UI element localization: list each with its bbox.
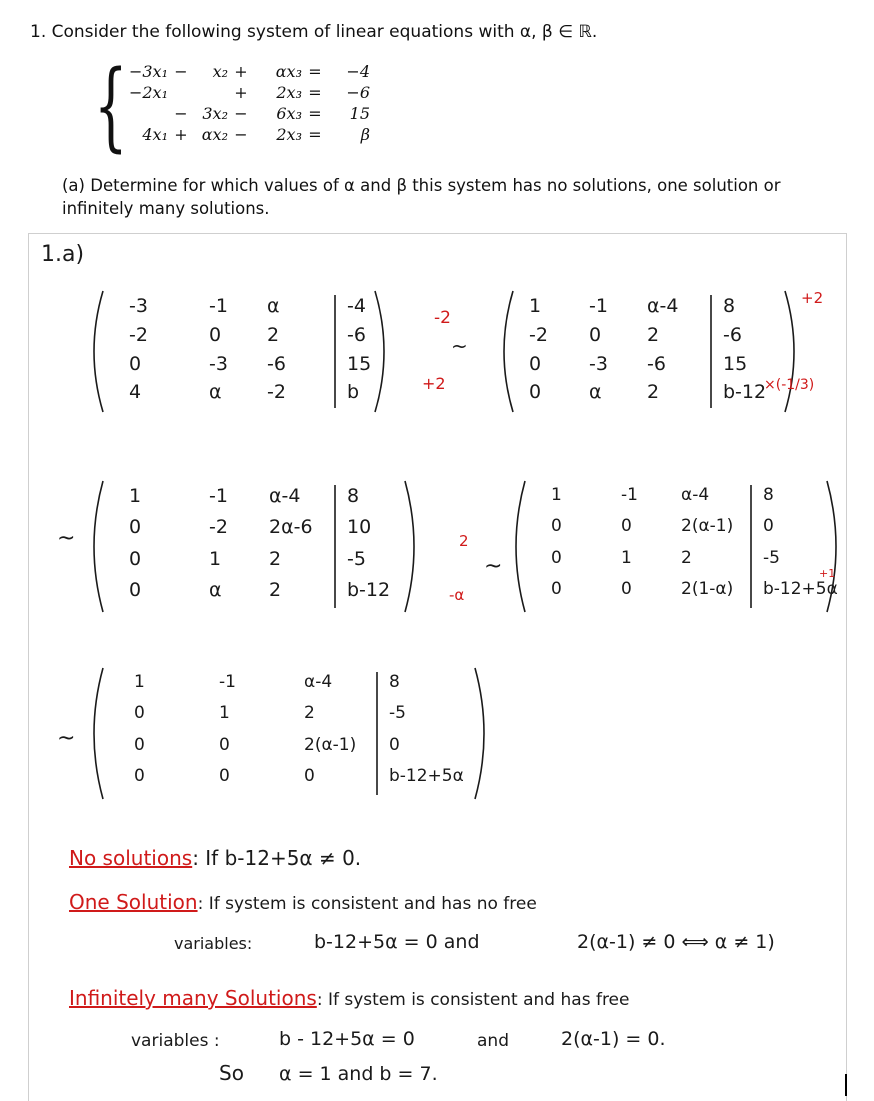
matrix-cell: 1 [551,485,562,505]
infinite-solutions-line [69,986,629,1010]
matrix-cell: -6 [723,323,742,346]
left-paren [516,481,525,612]
tilde-1: ~ [451,334,468,358]
equation-term: 6x₃ [276,104,302,123]
matrix-cell: 0 [621,578,632,599]
matrix-cell: 0 [209,323,222,346]
matrix-cell: -2 [129,323,148,346]
handwritten-solution-image [28,233,847,1101]
equation-term: 15 [349,104,370,123]
infinite-condition-1: b - 12+5α = 0 [279,1028,415,1050]
equation-row [120,83,370,105]
equation-term: = [308,83,322,102]
matrix-cell: 8 [389,672,400,692]
equation-term: + [174,125,188,144]
row-op-2a: +2 [801,289,824,307]
equation-row [120,104,370,126]
equation-term: −6 [346,83,370,102]
equation-term: + [234,83,248,102]
matrix-cell: -6 [267,352,286,375]
matrix-cell: 0 [134,734,145,755]
right-paren [785,291,794,412]
matrix-cell: 0 [551,578,562,599]
matrix-cell: 2 [269,547,282,570]
matrix-cell: 0 [134,703,145,724]
equation-term: −3x₁ [128,62,168,81]
matrix-cell: 0 [129,516,142,539]
part-a-label: (a) [62,176,85,195]
matrix-cell: 10 [347,516,372,539]
matrix-cell: -5 [389,703,406,724]
part-a [62,174,822,220]
equation-term: αx₂ [201,125,228,144]
left-paren [94,291,103,412]
tilde-2: ~ [57,526,76,551]
matrix-cell: 0 [551,516,562,537]
matrix-cell: 0 [129,352,142,375]
left-paren [94,668,103,799]
tilde-4: ~ [57,726,76,751]
matrix-cell: -1 [621,485,638,505]
equation-term: −2x₁ [128,83,168,102]
matrix-1 [89,289,389,414]
matrix-cell: 2 [681,547,692,568]
matrix-cell: 0 [551,547,562,568]
infinite-and: and [477,1031,509,1051]
matrix-cell: 0 [589,323,602,346]
matrix-cell: 2α-6 [269,516,313,539]
matrix-cell: 0 [304,765,315,786]
matrix-cell: 2 [647,381,660,404]
matrix-cell: 0 [621,516,632,537]
matrix-cell: -3 [129,295,148,317]
one-solution-condition-1: b-12+5α = 0 and [314,931,480,953]
matrix-cell: 0 [219,765,230,786]
matrix-cell: 1 [209,547,222,570]
so-label: So [219,1061,244,1085]
matrix-cell: 8 [347,485,360,507]
matrix-cell: -2 [529,323,548,346]
row-op-4: +1 [819,567,836,580]
equation-term [120,104,168,126]
matrix-cell: α [267,295,280,317]
matrix-cell: -4 [347,295,366,317]
row-op-1b: +2 [422,374,446,393]
matrix-cell: 1 [134,672,145,692]
one-solution-variables: variables: [174,934,253,953]
one-solution-title: One Solution [69,890,198,914]
problem-number: 1. [30,22,47,42]
equation-term: 4x₁ [142,125,168,144]
one-solution-line [69,890,537,914]
equation-term: x₂ [212,62,228,81]
infinite-conclusion: α = 1 and b = 7. [279,1063,438,1085]
equation-term: = [308,104,322,123]
equation-term: = [308,125,322,144]
matrix-cell: 0 [389,734,400,755]
part-a-text: Determine for which values of α and β this system has no solutions, one solution or infinitely many solutions. [62,176,781,218]
matrix-cell: b [347,381,360,404]
matrix-cell: 0 [134,765,145,786]
no-solutions-line [69,846,361,870]
matrix-cell: b-12+5α [389,765,464,786]
one-solution-text: : If system is consistent and has no free [197,894,537,914]
matrix-cell: 2(1-α) [681,578,734,599]
matrix-cell: α-4 [304,672,333,692]
matrix-cell: 2 [304,703,315,724]
equation-term [194,83,228,105]
matrix-cell: α [589,381,602,404]
matrix-cell: α-4 [681,485,710,505]
matrix-3 [89,479,419,614]
matrix-cell: α-4 [647,295,679,317]
matrix-cell: -2 [209,516,228,539]
matrix-cell: 2 [269,578,282,601]
row-op-3b: -α [449,586,465,604]
left-paren [504,291,513,412]
equation-term: 2x₃ [276,83,302,102]
matrix-cell: 2(α-1) [304,734,357,755]
row-op-3a: 2 [459,532,469,550]
right-paren [475,668,484,799]
matrix-cell: 1 [621,547,632,568]
matrix-5 [89,666,489,801]
matrix-cell: 0 [529,381,542,404]
matrix-cell: b-12 [723,381,767,404]
equation-term: −4 [346,62,370,81]
matrix-cell: -5 [347,547,366,570]
problem-text: Consider the following system of linear equations with α, β ∈ ℝ. [51,22,598,42]
matrix-cell: -1 [589,295,608,317]
matrix-cell: 1 [219,703,230,724]
right-paren [375,291,384,412]
row-op-1a: -2 [434,308,451,328]
left-brace: { [94,50,128,162]
infinite-solutions-text: : If system is consistent and has free [316,990,630,1010]
matrix-cell: 1 [129,485,142,507]
equation-row [120,125,370,147]
equation-term: − [234,125,248,144]
matrix-cell: 0 [529,352,542,375]
matrix-cell: b-12 [347,578,391,601]
matrix-cell: -3 [209,352,228,375]
matrix-cell: b-12+5α [763,578,838,599]
matrix-cell: -5 [763,547,780,568]
matrix-cell: 4 [129,381,142,404]
equation-term: − [174,62,188,81]
infinite-condition-2: 2(α-1) = 0. [561,1028,666,1050]
matrix-cell: 15 [723,352,748,375]
matrix-cell: α-4 [269,485,301,507]
matrix-cell: 0 [763,516,774,537]
infinite-solutions-title: Infinitely many Solutions [69,986,317,1010]
matrix-cell: -6 [347,323,366,346]
equation-term: − [174,104,188,123]
matrix-cell: -1 [209,485,228,507]
right-paren [405,481,414,612]
row-op-2b: ×(-1/3) [764,377,815,393]
matrix-cell: 15 [347,352,372,375]
equation-term: − [234,104,248,123]
matrix-cell: -1 [209,295,228,317]
tilde-3: ~ [484,554,503,579]
left-paren [94,481,103,612]
matrix-cell: 0 [129,578,142,601]
equation-term: 3x₂ [202,104,228,123]
solution-label: 1.a) [41,242,85,267]
matrix-cell: -6 [647,352,666,375]
infinite-variables: variables : [131,1031,220,1051]
equation-term: = [308,62,322,81]
matrix-cell: 8 [763,485,774,505]
text-cursor [845,1074,847,1096]
matrix-cell: α [209,381,222,404]
problem-statement [30,22,597,42]
matrix-cell: 0 [219,734,230,755]
equation-row [120,62,370,84]
equation-term: + [234,62,248,81]
matrix-cell: 0 [129,547,142,570]
matrix-4 [511,479,841,614]
matrix-cell: -3 [589,352,608,375]
matrix-cell: 1 [529,295,542,317]
matrix-cell: 2 [267,323,280,346]
equation-term: 2x₃ [276,125,302,144]
matrix-cell: -1 [219,672,236,692]
equation-term [168,83,194,105]
matrix-cell: 2 [647,323,660,346]
matrix-cell: α [209,578,222,601]
equation-term: β [360,125,370,144]
no-solutions-title: No solutions [69,846,193,870]
matrix-cell: 2(α-1) [681,516,734,537]
one-solution-condition-2: 2(α-1) ≠ 0 ⟺ α ≠ 1) [577,931,775,953]
matrix-cell: -2 [267,381,286,404]
equation-system [94,50,400,162]
equation-term: αx₃ [275,62,302,81]
no-solutions-text: : If b-12+5α ≠ 0. [192,846,362,870]
matrix-2 [499,289,799,414]
matrix-cell: 8 [723,295,736,317]
